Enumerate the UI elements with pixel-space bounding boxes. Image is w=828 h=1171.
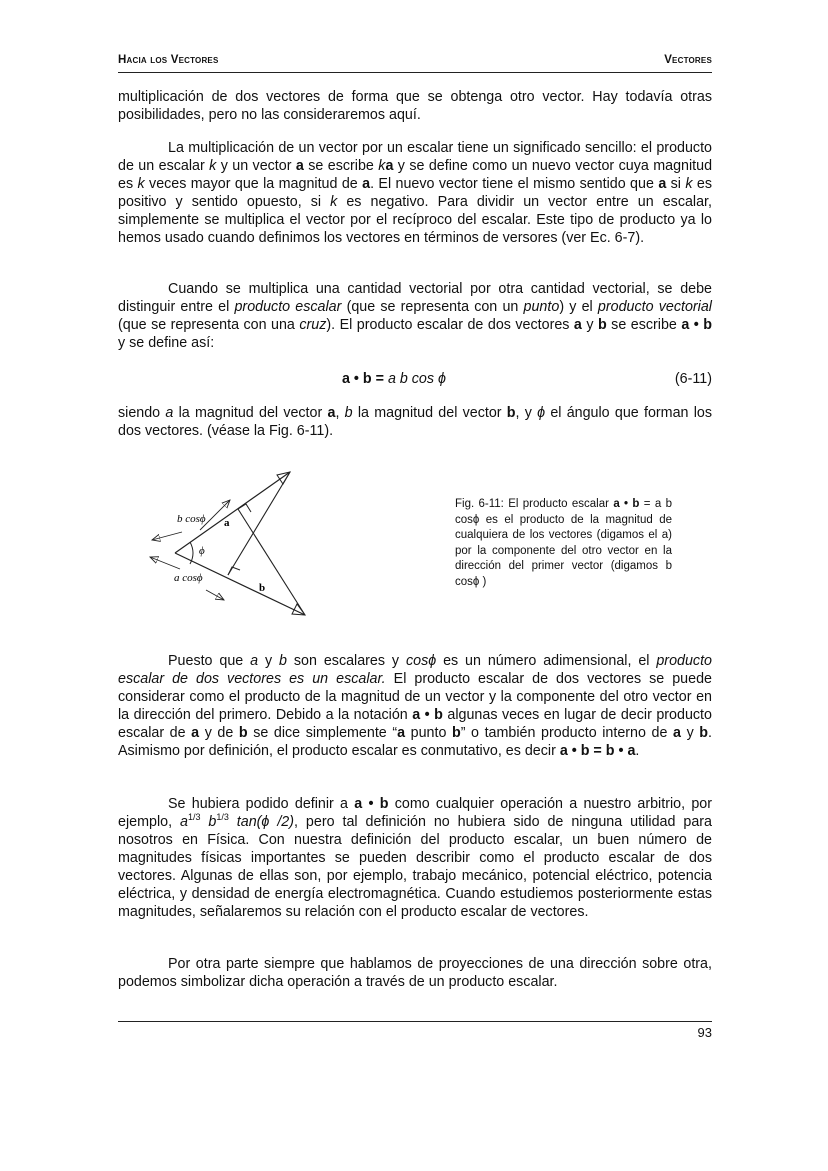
paragraph-variable-definitions: siendo a la magnitud del vector a, b la magnitud del vector b, y ϕ el ángulo que forman los dos vectores. (véase la Fig. 6-11).	[118, 405, 712, 439]
paragraph-scalar-multiplication: La multiplicación de un vector por un escalar tiene un significado sencillo: el producto de un escalar k y un vector a se escribe ka y se define como un nuevo vector cuya magnitud es k veces mayor que la magnitud de a. El nuevo vector tiene el mismo sentido que a si k es positivo y sentido opuesto, si k es negativo. Para dividir un vector entre un escalar, simplemente se multiplica el vector por el recíproco del escalar. Este tipo de producto ya lo hemos usado cuando definimos los vectores en términos de versores (ver Ec. 6-7).	[118, 140, 713, 246]
header-rule	[118, 72, 712, 73]
paragraph-projections: Por otra parte siempre que hablamos de proyecciones de una dirección sobre otra, podemos simbolizar dicha operación a través de un producto escalar.	[118, 956, 712, 990]
paragraph-intro-end: multiplicación de dos vectores de forma que se obtenga otro vector. Hay todavía otras posibilidades, pero no las consideraremos aquí.	[118, 89, 712, 123]
figure-caption: Fig. 6-11: El producto escalar a • b = a b cosϕ es el producto de la magnitud de cualquiera de los vectores (digamos el a) por la componente del otro vector en la dirección del primer vector (digamos b cosϕ )	[455, 498, 672, 588]
running-header	[118, 54, 712, 72]
right-angle-mark-upper	[238, 504, 251, 512]
arrow-acos-right	[206, 590, 224, 600]
label-b-cos-phi: b cosϕ	[177, 513, 206, 525]
label-phi: ϕ	[199, 545, 205, 557]
figure-6-11-diagram	[140, 462, 340, 622]
right-angle-mark-lower	[228, 567, 240, 575]
equation-6-11	[118, 371, 712, 389]
arrow-bcos-down	[152, 532, 182, 540]
paragraph-arbitrary-definition: Se hubiera podido definir a a • b como cualquier operación a nuestro arbitrio, por ejemplo, $a^{1/3}$ $b^{1/3}$ tan(ϕ /2), pero tal definición no hubiera sido de ninguna utilidad para nosotros en Física. Con nuestra definición del producto escalar, un buen número de magnitudes físicas importantes se pueden describir como el producto escalar de dos vectores. Algunas de ellas son, por ejemplo, trabajo mecánico, potencial eléctrico, potencia eléctrica, y densidad de energía electromagnética. Cuando estudiemos posteriormente estas magnitudes, señalaremos su relación con el producto escalar de vectores.	[118, 796, 712, 920]
label-vector-b: b	[259, 582, 266, 594]
page-number: 93	[697, 1025, 712, 1040]
arrow-acos-left	[150, 557, 180, 569]
projection-line-a-onto-b	[228, 472, 290, 575]
paragraph-dot-product-definition: Cuando se multiplica una cantidad vectorial por otra cantidad vectorial, se debe distinguir entre el producto escalar (que se representa con un punto) y el producto vectorial (que se representa con una cruz). El producto escalar de dos vectores a y b se escribe a • b y se define así:	[118, 281, 712, 351]
paragraph-scalar-result: Puesto que a y b son escalares y cosϕ es un número adimensional, el producto escalar de dos vectores es un escalar. El producto escalar de dos vectores se puede considerar como el producto de la magnitud de un vector y la componente del otro vector en la dirección del primero. Debido a la notación a • b algunas veces en lugar de decir producto escalar de a y de b se dice simplemente “a punto b” o también producto interno de a y b. Asimismo por definición, el producto escalar es conmutativo, es decir a • b = b • a.	[118, 653, 713, 759]
footer-rule	[118, 1021, 712, 1022]
header-chapter-title: Vectores	[664, 54, 712, 66]
label-vector-a: a	[224, 517, 230, 529]
label-a-cos-phi: a cosϕ	[174, 572, 203, 584]
equation-expression: a • b = a b cos ϕ	[342, 371, 446, 387]
header-section-title: Hacia los Vectores	[118, 54, 219, 66]
equation-number: (6-11)	[674, 371, 712, 387]
